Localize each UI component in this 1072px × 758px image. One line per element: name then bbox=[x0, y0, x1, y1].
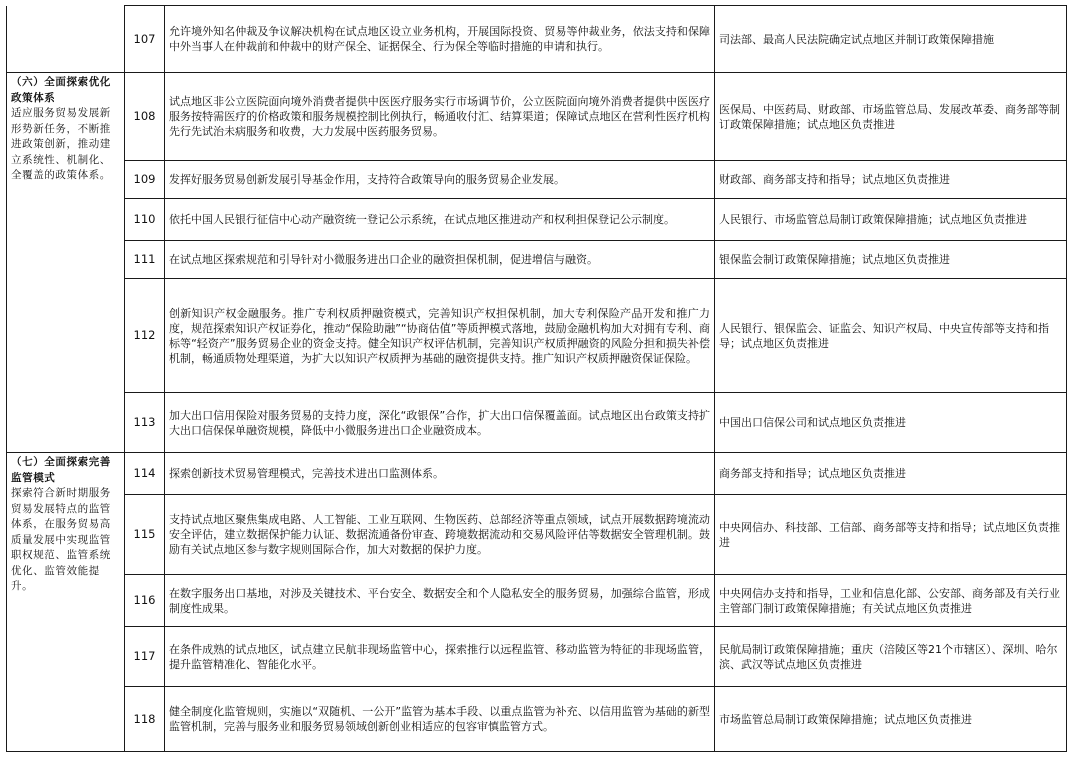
table-row bbox=[7, 393, 1067, 453]
measure-content: 在条件成熟的试点地区，试点建立民航非现场监管中心，探索推行以远程监管、移动监管为特征的非现场监管，提升监管精准化、智能化水平。 bbox=[165, 627, 715, 687]
item-number: 109 bbox=[125, 161, 165, 199]
responsible-departments: 中央网信办、科技部、工信部、商务部等支持和指导；试点地区负责推进 bbox=[715, 495, 1067, 575]
responsible-departments: 中国出口信保公司和试点地区负责推进 bbox=[715, 393, 1067, 453]
item-number: 115 bbox=[125, 495, 165, 575]
category-cell bbox=[7, 73, 125, 453]
responsible-departments: 司法部、最高人民法院确定试点地区并制订政策保障措施 bbox=[715, 6, 1067, 73]
table-row bbox=[7, 627, 1067, 687]
responsible-departments: 商务部支持和指导；试点地区负责推进 bbox=[715, 453, 1067, 495]
table-row bbox=[7, 161, 1067, 199]
measure-content: 支持试点地区聚焦集成电路、人工智能、工业互联网、生物医药、总部经济等重点领域，试点开展数据跨境流动安全评估，建立数据保护能力认证、数据流通备份审查、跨境数据流动和交易风险评估等数据安全管理机制。鼓励有关试点地区参与数字规则国际合作，加大对数据的保护力度。 bbox=[165, 495, 715, 575]
item-number: 113 bbox=[125, 393, 165, 453]
item-number: 108 bbox=[125, 73, 165, 161]
table-row bbox=[7, 495, 1067, 575]
measure-content: 发挥好服务贸易创新发展引导基金作用，支持符合政策导向的服务贸易企业发展。 bbox=[165, 161, 715, 199]
item-number: 107 bbox=[125, 6, 165, 73]
category-description: 适应服务贸易发展新形势新任务，不断推进政策创新，推动建立系统性、机制化、全覆盖的政策体系。 bbox=[11, 107, 111, 181]
category-title: （六）全面探索优化政策体系 bbox=[11, 76, 111, 104]
policy-table bbox=[6, 5, 1067, 752]
measure-content: 在试点地区探索规范和引导针对小微服务进出口企业的融资担保机制，促进增信与融资。 bbox=[165, 241, 715, 279]
responsible-departments: 银保监会制订政策保障措施；试点地区负责推进 bbox=[715, 241, 1067, 279]
measure-content: 加大出口信用保险对服务贸易的支持力度，深化“政银保”合作，扩大出口信保覆盖面。试点地区出台政策支持扩大出口信保保单融资规模，降低中小微服务进出口企业融资成本。 bbox=[165, 393, 715, 453]
measure-content: 健全制度化监管规则，实施以“双随机、一公开”监管为基本手段、以重点监管为补充、以信用监管为基础的新型监管机制，完善与服务业和服务贸易领域创新创业相适应的包容审慎监管方式。 bbox=[165, 687, 715, 752]
item-number: 116 bbox=[125, 575, 165, 627]
responsible-departments: 人民银行、银保监会、证监会、知识产权局、中央宣传部等支持和指导；试点地区负责推进 bbox=[715, 279, 1067, 393]
measure-content: 创新知识产权金融服务。推广专利权质押融资模式，完善知识产权担保机制，加大专利保险产品开发和推广力度，规范探索知识产权证券化，推动“保险助融”“协商估值”等质押模式落地，鼓励金融机构加大对拥有专利、商标等“轻资产”服务贸易企业的资金支持。健全知识产权评估机制，完善知识产权质押融资的风险分担和损失补偿机制，畅通质物处理渠道，为扩大以知识产权质押为基础的融资提供支持。推广知识产权质押融资保证保险。 bbox=[165, 279, 715, 393]
responsible-departments: 民航局制订政策保障措施；重庆（涪陵区等21个市辖区）、深圳、哈尔滨、武汉等试点地区负责推进 bbox=[715, 627, 1067, 687]
item-number: 117 bbox=[125, 627, 165, 687]
table-row bbox=[7, 687, 1067, 752]
measure-content: 允许境外知名仲裁及争议解决机构在试点地区设立业务机构，开展国际投资、贸易等仲裁业务，依法支持和保障中外当事人在仲裁前和仲裁中的财产保全、证据保全、行为保全等临时措施的申请和执行。 bbox=[165, 6, 715, 73]
responsible-departments: 中央网信办支持和指导，工业和信息化部、公安部、商务部及有关行业主管部门制订政策保障措施；有关试点地区负责推进 bbox=[715, 575, 1067, 627]
table-row bbox=[7, 73, 1067, 161]
table-row bbox=[7, 575, 1067, 627]
policy-table-sheet bbox=[6, 5, 1066, 751]
table-row bbox=[7, 241, 1067, 279]
table-row bbox=[7, 279, 1067, 393]
measure-content: 试点地区非公立医院面向境外消费者提供中医医疗服务实行市场调节价，公立医院面向境外消费者提供中医医疗服务按特需医疗的价格政策和服务规模控制比例执行，畅通收付汇、结算渠道；保障试点地区在营利性医疗机构先行先试治未病服务和收费，大力发展中医药服务贸易。 bbox=[165, 73, 715, 161]
table-row bbox=[7, 453, 1067, 495]
category-cell-continued bbox=[7, 6, 125, 73]
item-number: 112 bbox=[125, 279, 165, 393]
item-number: 110 bbox=[125, 199, 165, 241]
table-row bbox=[7, 199, 1067, 241]
responsible-departments: 市场监管总局制订政策保障措施；试点地区负责推进 bbox=[715, 687, 1067, 752]
item-number: 118 bbox=[125, 687, 165, 752]
responsible-departments: 财政部、商务部支持和指导；试点地区负责推进 bbox=[715, 161, 1067, 199]
measure-content: 依托中国人民银行征信中心动产融资统一登记公示系统，在试点地区推进动产和权利担保登记公示制度。 bbox=[165, 199, 715, 241]
measure-content: 探索创新技术贸易管理模式，完善技术进出口监测体系。 bbox=[165, 453, 715, 495]
category-cell bbox=[7, 453, 125, 752]
table-row bbox=[7, 6, 1067, 73]
item-number: 114 bbox=[125, 453, 165, 495]
measure-content: 在数字服务出口基地，对涉及关键技术、平台安全、数据安全和个人隐私安全的服务贸易，加强综合监管，形成制度性成果。 bbox=[165, 575, 715, 627]
category-description: 探索符合新时期服务贸易发展特点的监管体系，在服务贸易高质量发展中实现监管职权规范、监管系统优化、监管效能提升。 bbox=[11, 487, 111, 592]
category-title: （七）全面探索完善监管模式 bbox=[11, 456, 111, 484]
responsible-departments: 人民银行、市场监管总局制订政策保障措施；试点地区负责推进 bbox=[715, 199, 1067, 241]
responsible-departments: 医保局、中医药局、财政部、市场监管总局、发展改革委、商务部等制订政策保障措施；试点地区负责推进 bbox=[715, 73, 1067, 161]
item-number: 111 bbox=[125, 241, 165, 279]
